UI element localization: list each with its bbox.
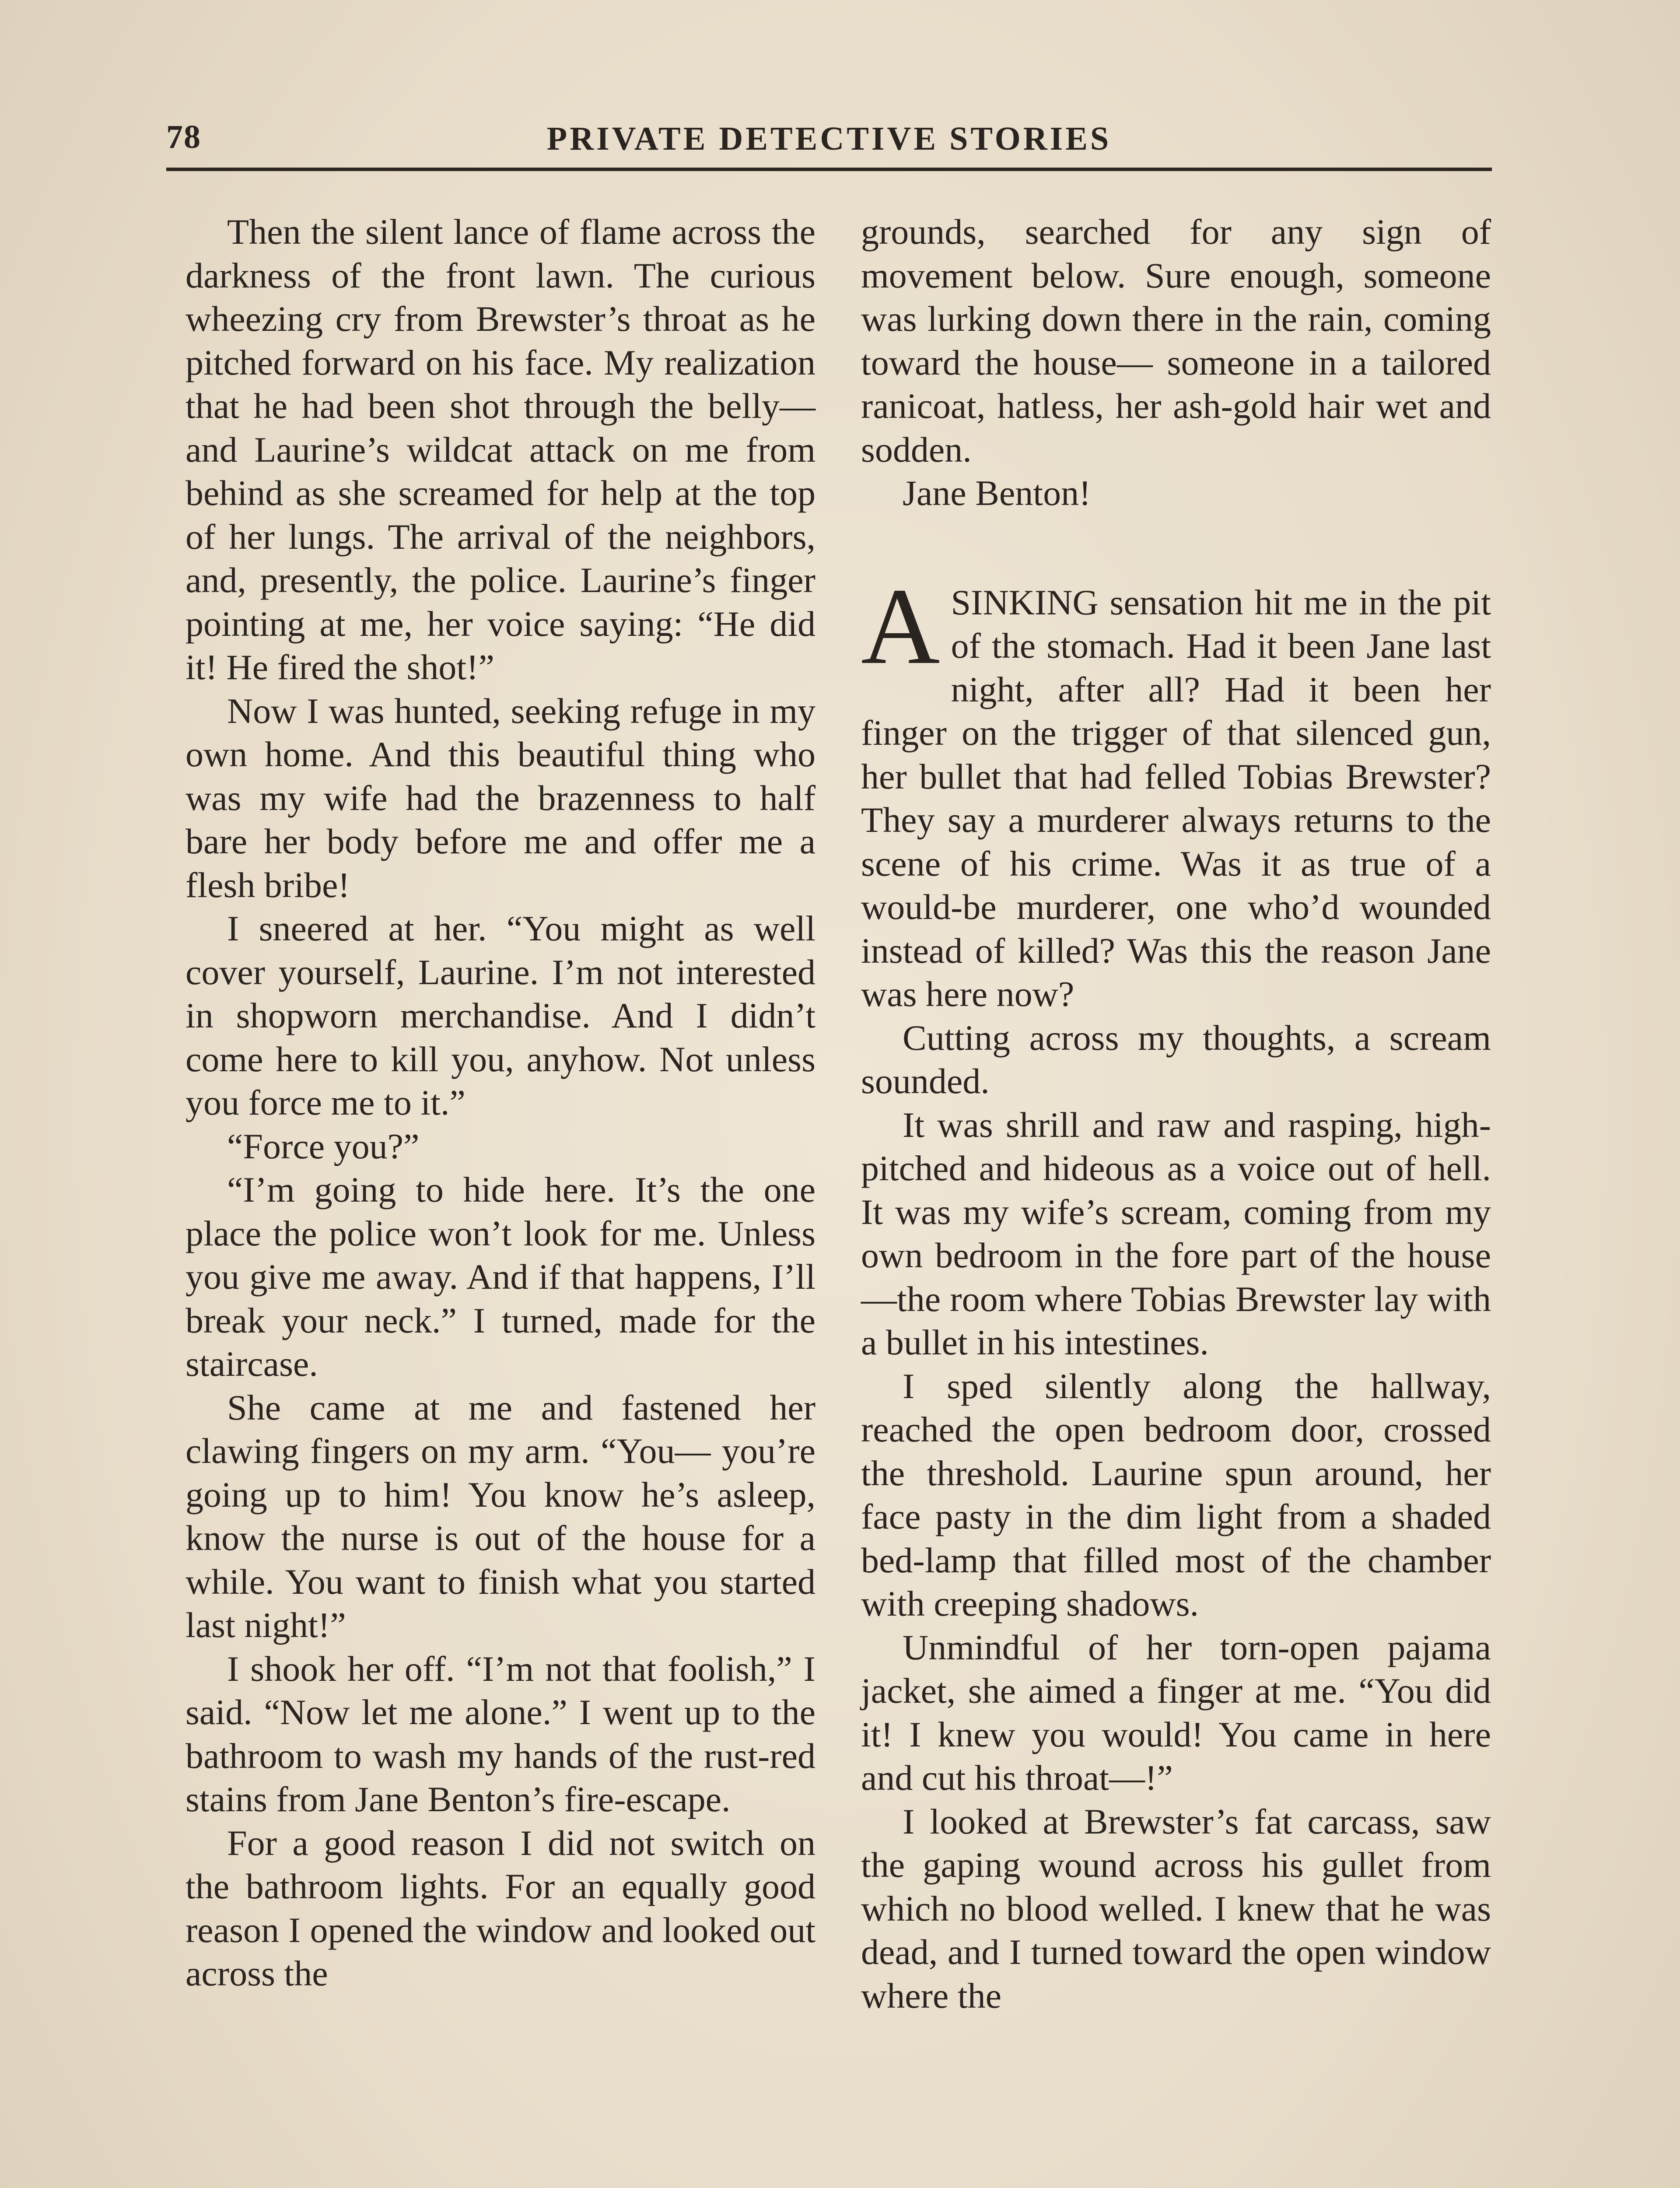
paragraph: Then the silent lance of flame across the darkness of the front lawn. The curious wheezing cry from Brewster’s throat as he pitched forward on his face. My realization that he had been shot through the belly—and Laurine’s wildcat attack on me from behind as she screamed for help at the top of her lungs. The arrival of the neighbors, and, presently, the police. Laurine’s finger pointing at me, her voice saying: “He did it! He fired the shot!” [186,212,816,687]
paragraph: “Force you?” [227,1126,420,1166]
running-title: PRIVATE DETECTIVE STORIES [546,120,1112,157]
paragraph: For a good reason I did not switch on the bathroom lights. For an equally good reason I opened the window and looked out across the [186,1823,816,1993]
paragraph: It was shrill and raw and rasping, high-pitched and hideous as a voice out of hell. It was my wife’s scream, coming from my own bedroom in the fore part of the house—the room where Tobias Brewster lay with a bullet in his intestines. [861,1105,1491,1362]
dropcap-paragraph [861,565,1491,1016]
paragraph: I shook her off. “I’m not that foolish,” I said. “Now let me alone.” I went up to the bathroom to wash my hands of the rust-red stains from Jane Benton’s fire-escape. [186,1648,816,1819]
paragraph: “I’m going to hide here. It’s the one place the police won’t look for me. Unless you give me away. And if that happens, I’ll break your neck.” I turned, made for the staircase. [186,1170,816,1384]
paragraph: grounds, searched for any sign of movement below. Sure enough, someone was lurking down there in the rain, coming toward the house— someone in a tailored ranicoat, hatless, her ash-gold hair wet and sodden. [861,212,1491,470]
page-number: 78 [166,119,201,155]
paragraph: Unmindful of her torn-open pajama jacket, she aimed a finger at me. “You did it! I knew you would! You came in here and cut his throat—!” [861,1627,1491,1798]
paragraph: I sped silently along the hallway, reached the open bedroom door, crossed the threshold. Laurine spun around, her face pasty in the dim light from a shaded bed-lamp that filled most of the chamber with creeping shadows. [861,1366,1491,1623]
paragraph: She came at me and fastened her clawing fingers on my arm. “You— you’re going up to him! You know he’s asleep, know the nurse is out of the house for a while. You want to finish what you started last night!” [186,1387,816,1645]
header-rule [166,168,1492,171]
page-header [166,118,1492,162]
paragraph: Now I was hunted, seeking refuge in my own home. And this beautiful thing who was my wife had the brazenness to half bare her body before me and offer me a flesh bribe! [186,691,816,905]
paragraph: I looked at Brewster’s fat carcass, saw the gaping wound across his gullet from which no blood welled. I knew that he was dead, and I turned toward the open window where the [861,1801,1491,2016]
left-column [186,210,816,2188]
paragraph: Cutting across my thoughts, a scream sounded. [861,1017,1491,1101]
paragraph: Jane Benton! [903,473,1091,513]
right-column [861,210,1491,2188]
dropcap-paragraph-text: SINKING sensation hit me in the pit of the stomach. Had it been Jane last night, after all? Had it been her finger on the trigger of that silenced gun, her bullet that had felled Tobias Brewster? They say a murderer always returns to the scene of his crime. Was it as true of a would-be murderer, one who’d wounded instead of killed? Was this the reason Jane was here now? [861,582,1491,1014]
drop-cap: A [861,565,940,687]
paragraph: I sneered at her. “You might as well cover yourself, Laurine. I’m not interested in shopworn merchandise. And I didn’t come here to kill you, anyhow. Not unless you force me to it.” [186,908,816,1122]
